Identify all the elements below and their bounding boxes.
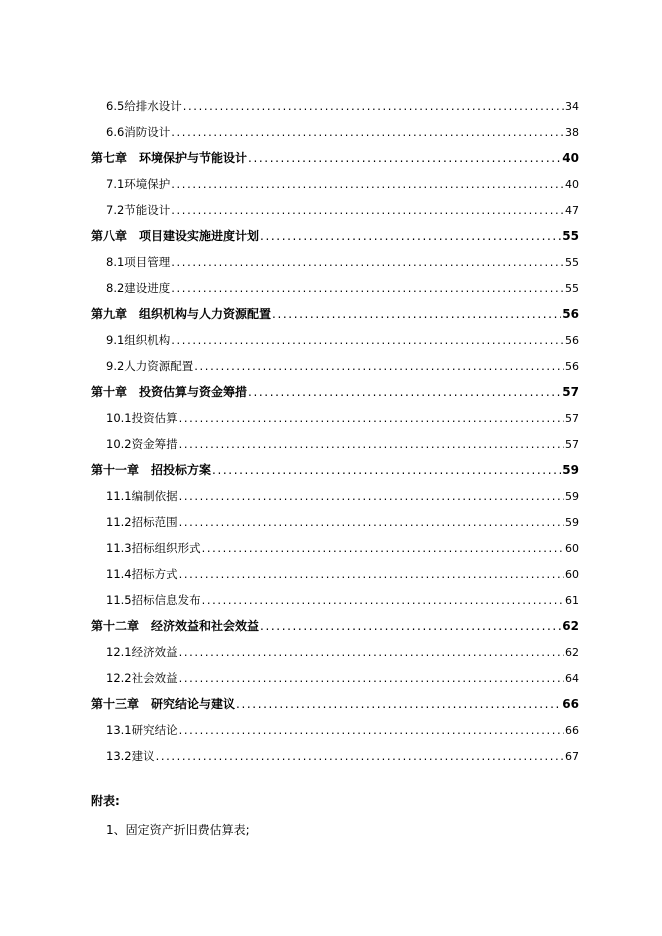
toc-entry-number: 10.1 bbox=[106, 411, 132, 425]
toc-dot-leader bbox=[156, 743, 564, 769]
toc-entry-text: 项目建设实施进度计划 bbox=[139, 229, 260, 243]
toc-page-number: 60 bbox=[565, 568, 579, 581]
toc-entry-title bbox=[106, 639, 178, 665]
toc-entry-text: 环境保护 bbox=[124, 177, 171, 191]
toc-page-number: 55 bbox=[565, 282, 579, 295]
toc-entry-number: 6.6 bbox=[106, 125, 125, 139]
toc-entry-title bbox=[106, 509, 178, 535]
toc-entry-title bbox=[91, 223, 259, 249]
toc-entry-text: 经济效益和社会效益 bbox=[151, 619, 260, 633]
toc-page-number: 67 bbox=[565, 750, 579, 763]
toc-section-row[interactable] bbox=[91, 353, 579, 379]
toc-page-number: 59 bbox=[562, 463, 579, 477]
toc-entry-title bbox=[91, 145, 247, 171]
toc-entry-number: 10.2 bbox=[106, 437, 132, 451]
toc-dot-leader bbox=[194, 353, 564, 379]
toc-dot-leader bbox=[248, 145, 561, 171]
toc-entry-number: 12.1 bbox=[106, 645, 132, 659]
toc-dot-leader bbox=[179, 717, 564, 743]
toc-dot-leader bbox=[179, 483, 564, 509]
toc-entry-number: 11.5 bbox=[106, 593, 132, 607]
toc-page-number: 61 bbox=[565, 594, 579, 607]
toc-entry-text: 招标组织形式 bbox=[131, 541, 201, 555]
toc-entry-text: 投资估算 bbox=[131, 411, 178, 425]
toc-entry-number: 11.1 bbox=[106, 489, 132, 503]
toc-dot-leader bbox=[260, 223, 561, 249]
toc-entry-number: 7.2 bbox=[106, 203, 125, 217]
toc-dot-leader bbox=[272, 301, 561, 327]
toc-entry-title bbox=[106, 275, 170, 301]
toc-dot-leader bbox=[202, 535, 564, 561]
toc-entry-number: 第十三章 bbox=[91, 697, 140, 711]
appendix-heading: 附表: bbox=[91, 794, 120, 808]
toc-section-row[interactable] bbox=[91, 327, 579, 353]
toc-dot-leader bbox=[212, 457, 561, 483]
toc-page-number: 62 bbox=[565, 646, 579, 659]
toc-entry-number: 11.4 bbox=[106, 567, 132, 581]
toc-dot-leader bbox=[179, 405, 564, 431]
toc-entry-title bbox=[106, 561, 178, 587]
toc-entry-title bbox=[106, 353, 193, 379]
toc-entry-title bbox=[91, 379, 247, 405]
toc-entry-title bbox=[91, 613, 259, 639]
toc-page-number: 62 bbox=[562, 619, 579, 633]
toc-entry-number: 9.1 bbox=[106, 333, 125, 347]
appendix-item: 1、固定资产折旧费估算表; bbox=[106, 823, 250, 837]
toc-section-row[interactable] bbox=[91, 119, 579, 145]
toc-entry-text: 研究结论 bbox=[131, 723, 178, 737]
toc-chapter-row[interactable] bbox=[91, 223, 579, 249]
toc-dot-leader bbox=[202, 587, 564, 613]
toc-entry-title bbox=[106, 665, 178, 691]
toc-section-row[interactable] bbox=[91, 171, 579, 197]
toc-page-number: 55 bbox=[562, 229, 579, 243]
toc-section-row[interactable] bbox=[91, 249, 579, 275]
toc-entry-number: 第七章 bbox=[91, 151, 128, 165]
toc-section-row[interactable] bbox=[91, 717, 579, 743]
toc-entry-title bbox=[106, 483, 178, 509]
toc-entry-title bbox=[106, 431, 178, 457]
toc-dot-leader bbox=[179, 639, 564, 665]
toc-entry-number: 7.1 bbox=[106, 177, 125, 191]
toc-page-number: 55 bbox=[565, 256, 579, 269]
toc-dot-leader bbox=[171, 327, 564, 353]
toc-entry-number: 第十章 bbox=[91, 385, 128, 399]
toc-entry-text: 建设进度 bbox=[124, 281, 171, 295]
toc-dot-leader bbox=[171, 119, 564, 145]
toc-entry-text: 组织机构 bbox=[124, 333, 171, 347]
toc-entry-title bbox=[106, 535, 201, 561]
toc-dot-leader bbox=[179, 561, 564, 587]
toc-entry-text: 人力资源配置 bbox=[124, 359, 194, 373]
toc-dot-leader bbox=[179, 509, 564, 535]
table-of-contents bbox=[91, 93, 579, 769]
toc-page-number: 47 bbox=[565, 204, 579, 217]
toc-entry-text: 建议 bbox=[131, 749, 155, 763]
toc-dot-leader bbox=[171, 249, 564, 275]
toc-entry-number: 9.2 bbox=[106, 359, 125, 373]
toc-chapter-row[interactable] bbox=[91, 613, 579, 639]
toc-entry-text: 投资估算与资金筹措 bbox=[139, 385, 248, 399]
toc-page-number: 57 bbox=[565, 412, 579, 425]
toc-entry-title bbox=[91, 457, 211, 483]
toc-section-row[interactable] bbox=[91, 197, 579, 223]
toc-section-row[interactable] bbox=[91, 93, 579, 119]
toc-entry-text: 招投标方案 bbox=[151, 463, 212, 477]
toc-entry-number: 第十一章 bbox=[91, 463, 140, 477]
toc-entry-number: 第八章 bbox=[91, 229, 128, 243]
toc-section-row[interactable] bbox=[91, 743, 579, 769]
toc-section-row[interactable] bbox=[91, 639, 579, 665]
toc-entry-text: 招标方式 bbox=[131, 567, 178, 581]
toc-section-row[interactable] bbox=[91, 509, 579, 535]
toc-entry-title bbox=[106, 717, 178, 743]
toc-entry-number: 第九章 bbox=[91, 307, 128, 321]
toc-dot-leader bbox=[179, 431, 564, 457]
toc-dot-leader bbox=[179, 665, 564, 691]
toc-page-number: 34 bbox=[565, 100, 579, 113]
toc-entry-title bbox=[106, 119, 170, 145]
toc-dot-leader bbox=[171, 275, 564, 301]
toc-section-row[interactable] bbox=[91, 483, 579, 509]
toc-entry-title bbox=[106, 249, 170, 275]
toc-entry-title bbox=[91, 301, 271, 327]
toc-entry-text: 组织机构与人力资源配置 bbox=[139, 307, 272, 321]
toc-page-number: 40 bbox=[562, 151, 579, 165]
toc-entry-text: 招标信息发布 bbox=[131, 593, 201, 607]
toc-entry-title bbox=[106, 327, 170, 353]
toc-page-number: 57 bbox=[562, 385, 579, 399]
toc-entry-number: 第十二章 bbox=[91, 619, 140, 633]
toc-entry-title bbox=[106, 743, 155, 769]
toc-entry-number: 8.1 bbox=[106, 255, 125, 269]
toc-entry-text: 招标范围 bbox=[131, 515, 178, 529]
toc-chapter-row[interactable] bbox=[91, 379, 579, 405]
toc-section-row[interactable] bbox=[91, 535, 579, 561]
toc-entry-text: 研究结论与建议 bbox=[151, 697, 236, 711]
toc-dot-leader bbox=[171, 171, 564, 197]
toc-entry-number: 13.2 bbox=[106, 749, 132, 763]
toc-entry-number: 11.2 bbox=[106, 515, 132, 529]
toc-entry-text: 消防设计 bbox=[124, 125, 171, 139]
toc-chapter-row[interactable] bbox=[91, 145, 579, 171]
toc-dot-leader bbox=[183, 93, 564, 119]
toc-entry-text: 资金筹措 bbox=[131, 437, 178, 451]
toc-entry-title bbox=[106, 197, 170, 223]
toc-section-row[interactable] bbox=[91, 561, 579, 587]
toc-entry-number: 13.1 bbox=[106, 723, 132, 737]
toc-entry-number: 12.2 bbox=[106, 671, 132, 685]
toc-entry-number: 6.5 bbox=[106, 99, 125, 113]
toc-entry-text: 环境保护与节能设计 bbox=[139, 151, 248, 165]
toc-section-row[interactable] bbox=[91, 275, 579, 301]
toc-section-row[interactable] bbox=[91, 665, 579, 691]
toc-section-row[interactable] bbox=[91, 405, 579, 431]
toc-entry-number: 11.3 bbox=[106, 541, 132, 555]
toc-section-row[interactable] bbox=[91, 431, 579, 457]
toc-page-number: 60 bbox=[565, 542, 579, 555]
toc-entry-title bbox=[91, 691, 235, 717]
toc-page-number: 59 bbox=[565, 490, 579, 503]
toc-page-number: 66 bbox=[565, 724, 579, 737]
toc-entry-text: 项目管理 bbox=[124, 255, 171, 269]
toc-chapter-row[interactable] bbox=[91, 301, 579, 327]
toc-chapter-row[interactable] bbox=[91, 457, 579, 483]
toc-entry-text: 节能设计 bbox=[124, 203, 171, 217]
toc-entry-title bbox=[106, 405, 178, 431]
toc-entry-title bbox=[106, 587, 201, 613]
toc-page-number: 40 bbox=[565, 178, 579, 191]
toc-dot-leader bbox=[248, 379, 561, 405]
toc-dot-leader bbox=[236, 691, 561, 717]
toc-entry-number: 8.2 bbox=[106, 281, 125, 295]
toc-dot-leader bbox=[171, 197, 564, 223]
toc-page-number: 56 bbox=[565, 360, 579, 373]
toc-page-number: 56 bbox=[565, 334, 579, 347]
toc-entry-text: 编制依据 bbox=[131, 489, 178, 503]
toc-page-number: 66 bbox=[562, 697, 579, 711]
toc-page-number: 56 bbox=[562, 307, 579, 321]
toc-page-number: 57 bbox=[565, 438, 579, 451]
toc-section-row[interactable] bbox=[91, 587, 579, 613]
toc-entry-title bbox=[106, 171, 170, 197]
toc-entry-text: 经济效益 bbox=[131, 645, 178, 659]
toc-page-number: 64 bbox=[565, 672, 579, 685]
toc-dot-leader bbox=[260, 613, 561, 639]
toc-page-number: 38 bbox=[565, 126, 579, 139]
toc-entry-text: 给排水设计 bbox=[124, 99, 182, 113]
toc-entry-title bbox=[106, 93, 182, 119]
toc-chapter-row[interactable] bbox=[91, 691, 579, 717]
toc-page-number: 59 bbox=[565, 516, 579, 529]
toc-entry-text: 社会效益 bbox=[131, 671, 178, 685]
